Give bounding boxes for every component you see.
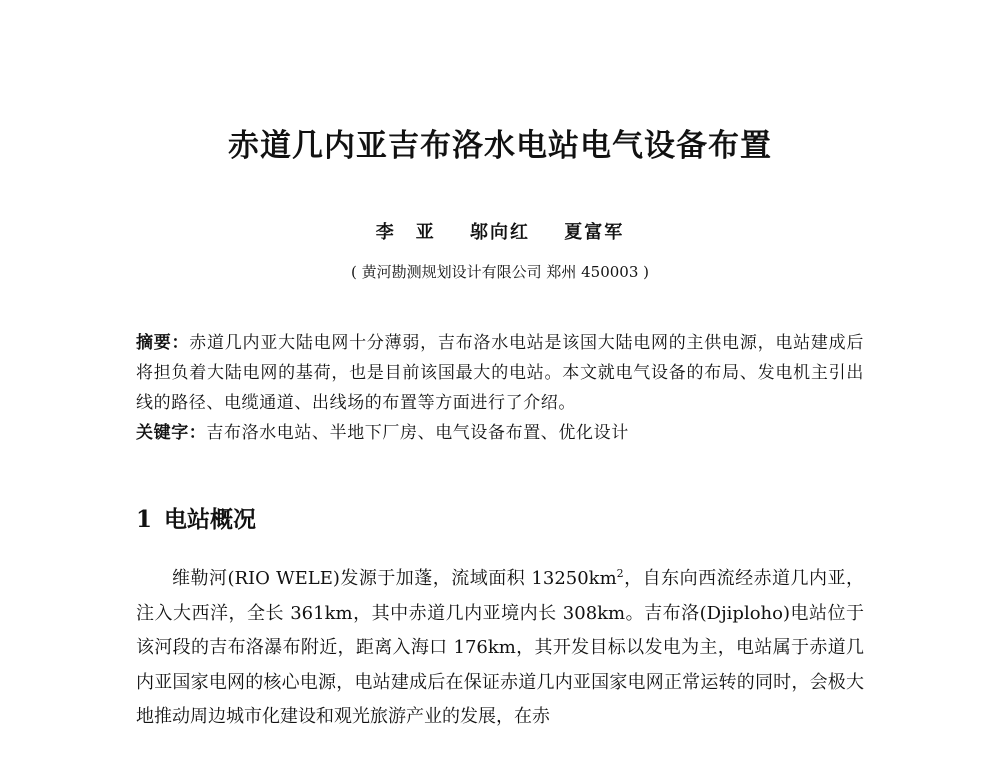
body-text-part2: ，自东向西流经赤道几内亚，注入大西洋，全长 361km，其中赤道几内亚境内长 308km。吉布洛(Djiploho)电站位于该河段的吉布洛瀑布附近，距离入海口 176km，其开发目标以发电为主，电站属于赤道几内亚国家电网的核心电源，电站建成后在保证赤道几内亚国家电网正常运转的同时，会极大地推动周边城市化建设和观光旅游产业的发展，在赤: [136, 568, 864, 727]
author-3: 夏富军: [564, 222, 625, 243]
abstract-block: [136, 328, 864, 448]
author-1: 李 亚: [375, 222, 436, 243]
abstract-paragraph: [136, 328, 864, 418]
keywords-text: 吉布洛水电站、半地下厂房、电气设备布置、优化设计: [206, 423, 629, 443]
body-text-part1: 维勒河(RIO WELE)发源于加蓬，流域面积 13250km: [172, 568, 617, 589]
section-heading-1: [136, 503, 256, 537]
paper-title: 赤道几内亚吉布洛水电站电气设备布置: [228, 128, 772, 164]
section-number: 1: [136, 506, 153, 533]
abstract-text: 赤道几内亚大陆电网十分薄弱，吉布洛水电站是该国大陆电网的主供电源，电站建成后将担负着大陆电网的基荷，也是目前该国最大的电站。本文就电气设备的布局、发电机主引出线的路径、电缆通道、出线场的布置等方面进行了介绍。: [136, 333, 864, 413]
author-2: 邬向红: [470, 222, 530, 243]
body-paragraph: [136, 562, 864, 735]
section-title: 电站概况: [164, 506, 257, 533]
abstract-label: 摘要：: [136, 333, 190, 353]
keywords-paragraph: [136, 418, 864, 448]
keywords-label: 关键字：: [136, 423, 207, 443]
author-list: [0, 220, 1000, 246]
affiliation: ( 黄河勘测规划设计有限公司 郑州 450003 ): [350, 263, 650, 281]
superscript-2: 2: [616, 567, 624, 580]
